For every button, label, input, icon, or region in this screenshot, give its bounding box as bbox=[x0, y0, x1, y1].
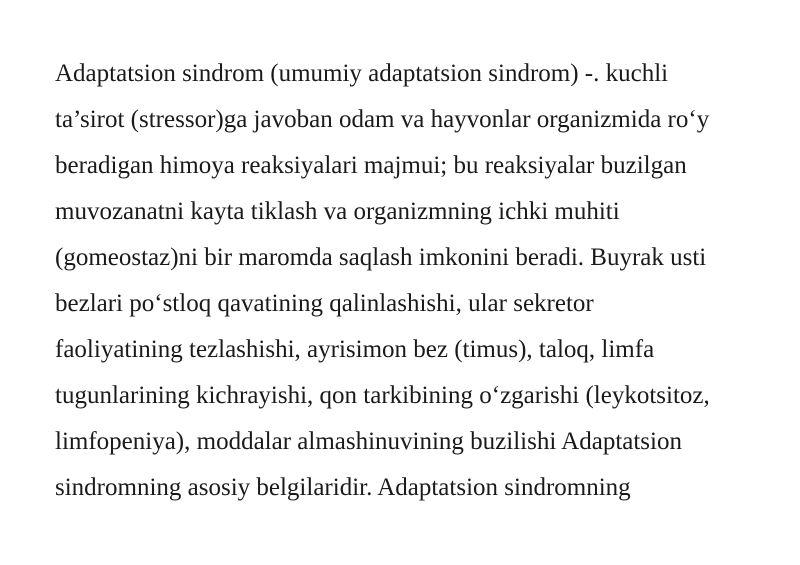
text-line: tugunlarining kichrayishi, qon tarkibining o‘zgarishi (leykotsitoz, bbox=[55, 382, 710, 409]
body-paragraph bbox=[55, 51, 775, 511]
text-line: ta’sirot (stressor)ga javoban odam va hayvonlar organizmida ro‘y bbox=[55, 106, 710, 133]
text-line: beradigan himoya reaksiyalari majmui; bu reaksiyalar buzilgan bbox=[55, 152, 687, 179]
text-line: sindromning asosiy belgilaridir. Adaptatsion sindromning bbox=[55, 474, 631, 501]
text-line: faoliyatining tezlashishi, ayrisimon bez (timus), taloq, limfa bbox=[55, 336, 655, 363]
text-line: muvozanatni kayta tiklash va organizmning ichki muhiti bbox=[55, 198, 620, 225]
text-line: limfopeniya), moddalar almashinuvining buzilishi Adaptatsion bbox=[55, 428, 682, 455]
text-line: Adaptatsion sindrom (umumiy adaptatsion sindrom) -. kuchli bbox=[55, 60, 669, 87]
text-line: (gomeostaz)ni bir maromda saqlash imkonini beradi. Buyrak usti bbox=[55, 244, 707, 271]
text-line: bezlari po‘stloq qavatining qalinlashishi, ular sekretor bbox=[55, 290, 594, 317]
